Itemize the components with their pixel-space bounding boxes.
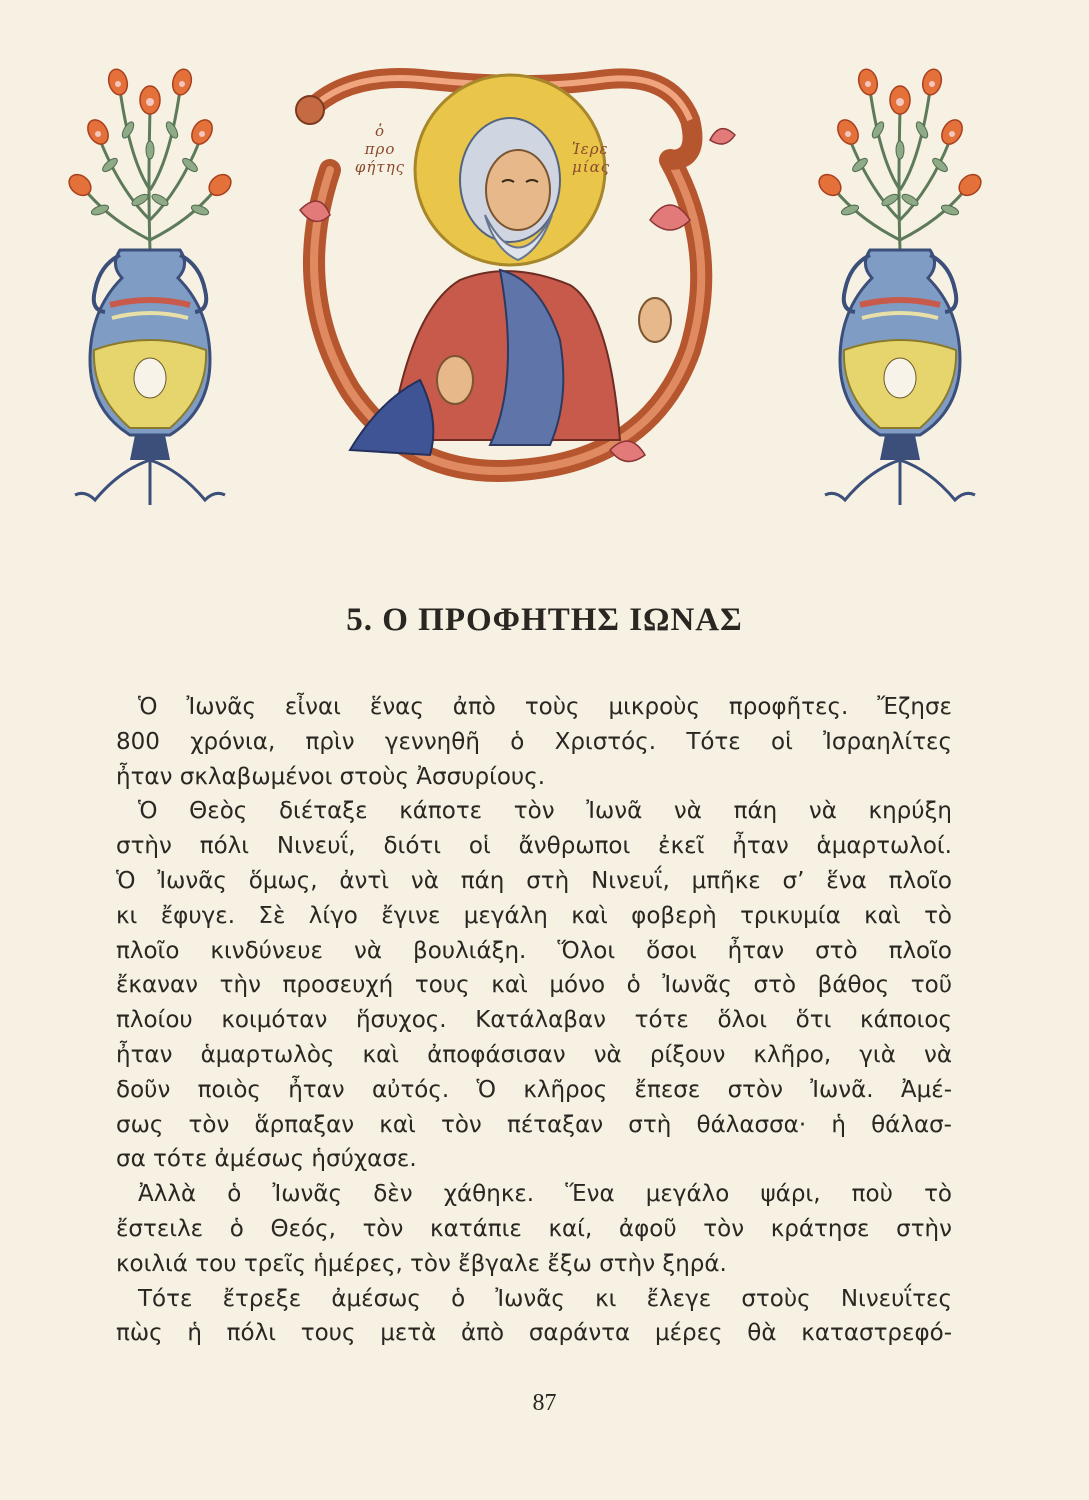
text-line: πὼς ἡ πόλι τους μετὰ ἀπὸ σαράντα μέρες θὰ καταστρεφό- xyxy=(116,1320,952,1347)
text-line: 800 χρόνια, πρὶν γεννηθῆ ὁ Χριστός. Τότε οἱ Ἰσραηλίτες xyxy=(116,728,952,755)
left-vase-illustration xyxy=(50,50,250,510)
text-line: Τότε ἔτρεξε ἀμέσως ὁ Ἰωνᾶς κι ἔλεγε στοὺς Νινευΐτες xyxy=(138,1285,952,1312)
text-line: ἦταν σκλαβωμένοι στοὺς Ἀσσυρίους. xyxy=(116,763,546,790)
text-line: κι ἔφυγε. Σὲ λίγο ἔγινε μεγάλη καὶ φοβερὴ τρικυμία καὶ τὸ xyxy=(116,902,952,929)
inscription-right-line: μίας xyxy=(572,158,611,176)
text-line: ἔστειλε ὁ Θεός, τὸν κατάπιε καί, ἀφοῦ τὸν κράτησε στὴν xyxy=(116,1215,952,1242)
page-number: 87 xyxy=(532,1390,557,1416)
text-line: πλοῖο κινδύνευε νὰ βουλιάξη. Ὅλοι ὅσοι ἦταν στὸ πλοῖο xyxy=(116,937,952,964)
chapter-title: 5. Ο ΠΡΟΦΗΤΗΣ ΙΩΝΑΣ xyxy=(346,602,743,638)
text-line: Ὁ Θεὸς διέταξε κάποτε τὸν Ἰωνᾶ νὰ πάη νὰ κηρύξη xyxy=(138,798,952,825)
prophet-icon-initial xyxy=(270,50,740,510)
text-line: σως τὸν ἅρπαξαν καὶ τὸν πέταξαν στὴ θάλασσα· ἡ θάλασ- xyxy=(116,1111,952,1138)
inscription-right-line: Ἱερε xyxy=(572,140,609,158)
text-line: Ὁ Ἰωνᾶς εἶναι ἕνας ἀπὸ τοὺς μικροὺς προφῆτες. Ἔζησε xyxy=(138,694,952,720)
header-illustration xyxy=(0,0,1089,520)
text-line: στὴν πόλι Νινευΐ, διότι οἱ ἄνθρωποι ἐκεῖ ἦταν ἁμαρτωλοί. xyxy=(116,833,952,860)
inscription-left-line: φήτης xyxy=(354,158,406,176)
text-line: δοῦν ποιὸς ἦταν αὐτός. Ὁ κλῆρος ἔπεσε στὸν Ἰωνᾶ. Ἀμέ- xyxy=(116,1076,952,1103)
text-line: ἔκαναν τὴν προσευχή τους καὶ μόνο ὁ Ἰωνᾶς στὸ βάθος τοῦ xyxy=(116,972,952,999)
text-line: Ὁ Ἰωνᾶς ὅμως, ἀντὶ νὰ πάη στὴ Νινευΐ, μπῆκε σ’ ἕνα πλοῖο xyxy=(116,867,952,894)
text-line: σα τότε ἀμέσως ἡσύχασε. xyxy=(116,1146,417,1173)
prophet-inscription-right xyxy=(572,140,642,176)
inscription-left-line: προ xyxy=(364,140,396,158)
prophet-inscription-left xyxy=(350,122,410,176)
text-line: ἦταν ἁμαρτωλὸς καὶ ἀποφάσισαν νὰ ρίξουν κλῆρο, γιὰ νὰ xyxy=(116,1041,952,1068)
chapter-body xyxy=(116,690,952,1351)
right-vase-illustration xyxy=(800,50,1000,510)
text-line: πλοίου κοιμόταν ἥσυχος. Κατάλαβαν τότε ὅλοι ὅτι κάποιος xyxy=(116,1007,952,1034)
text-line: κοιλιά του τρεῖς ἡμέρες, τὸν ἔβγαλε ἔξω στὴν ξηρά. xyxy=(116,1250,727,1277)
inscription-left-line: ὁ xyxy=(374,122,386,140)
text-line: Ἀλλὰ ὁ Ἰωνᾶς δὲν χάθηκε. Ἕνα μεγάλο ψάρι, ποὺ τὸ xyxy=(138,1181,952,1208)
